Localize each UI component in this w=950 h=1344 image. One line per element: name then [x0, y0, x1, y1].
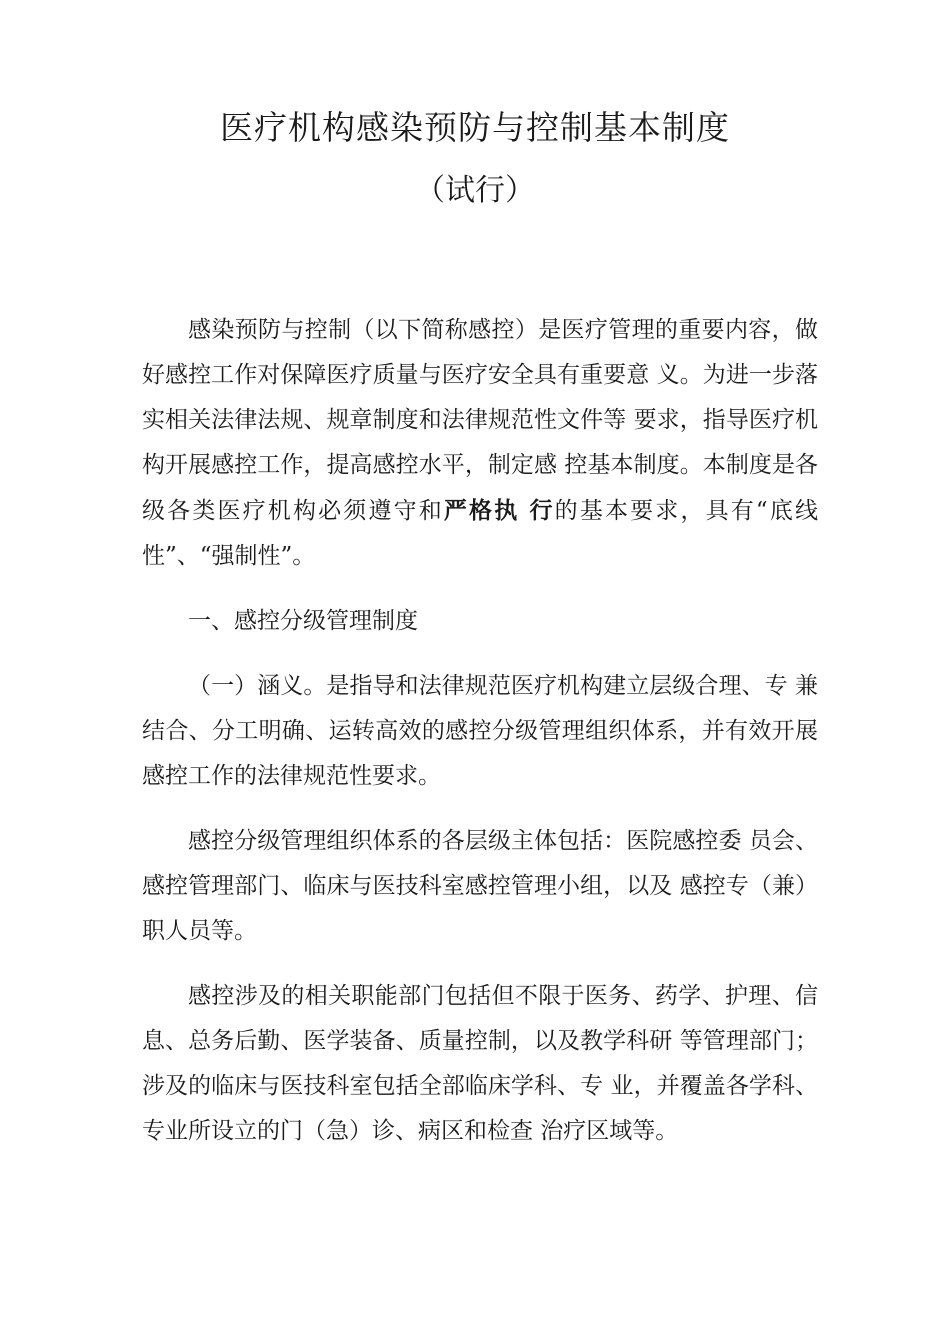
- intro-paragraph: [142, 308, 818, 579]
- intro-text-after: 的基本要求，具有“底线性”、“强制性”。: [142, 498, 818, 569]
- document-title: 医疗机构感染预防与控制基本制度: [220, 108, 730, 147]
- definition-paragraph: （一）涵义。是指导和法律规范医疗机构建立层级合理、专 兼结合、分工明确、运转高效的感控分级管理组织体系，并有效开展感控工作的法律规范性要求。: [142, 673, 818, 789]
- departments-paragraph: 感控涉及的相关职能部门包括但不限于医务、药学、护理、信息、总务后勤、医学装备、质量控制，以及教学科研 等管理部门；涉及的临床与医技科室包括全部临床学科、专 业，并覆盖各学科、专业所设立的门（急）诊、病区和检查 治疗区域等。: [142, 983, 818, 1144]
- intro-emphasis: 严格执 行: [443, 497, 555, 524]
- section-heading: 一、感控分级管理制度: [188, 608, 418, 634]
- intro-text-before: 感染预防与控制（以下简称感控）是医疗管理的重要内容，做好感控工作对保障医疗质量与医疗安全具有重要意 义。为进一步落实相关法律法规、规章制度和法律规范性文件等 要求，指导医疗机构开展感控工作，提高感控水平，制定感 控基本制度。本制度是各级各类医疗机构必须遵守和: [142, 317, 818, 524]
- document-subtitle: （试行）: [415, 173, 535, 208]
- organization-paragraph: 感控分级管理组织体系的各层级主体包括：医院感控委 员会、感控管理部门、临床与医技科室感控管理小组，以及 感控专（兼）职人员等。: [142, 828, 818, 944]
- document-body: [142, 308, 818, 1154]
